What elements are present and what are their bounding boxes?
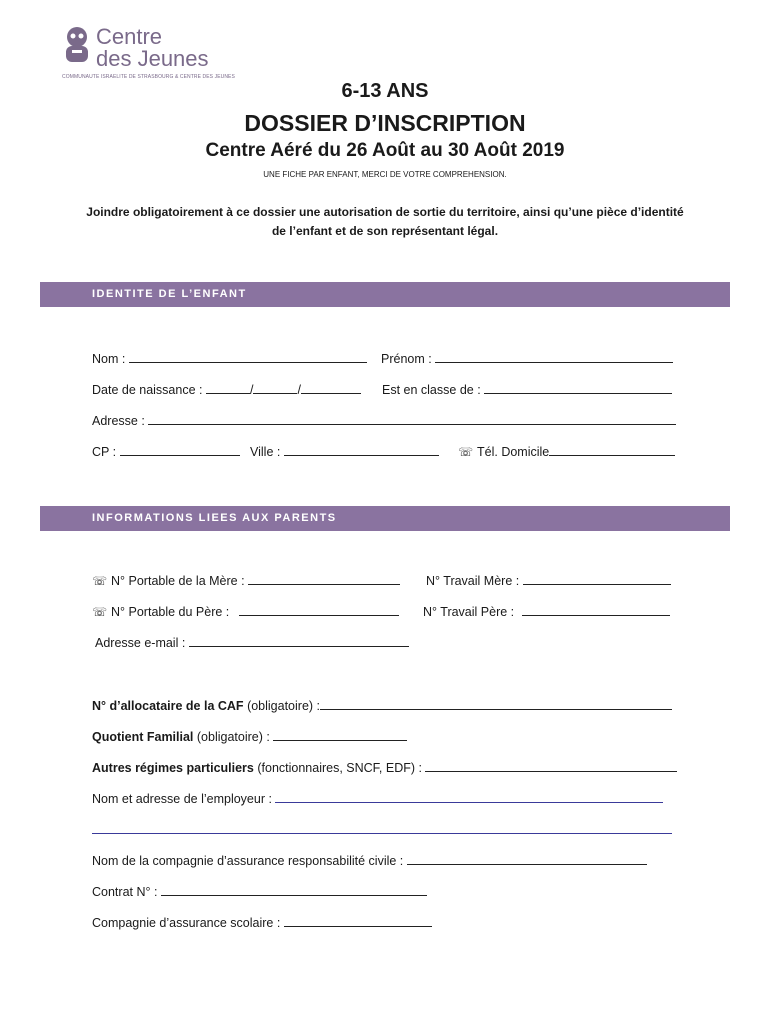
email-field[interactable]	[95, 634, 409, 650]
adresse-label: Adresse :	[92, 414, 145, 428]
join-line-1: Joindre obligatoirement à ce dossier une autorisation de sortie du territoire, ainsi qu’une pièce d’identité	[86, 205, 684, 219]
nom-label: Nom :	[92, 352, 126, 366]
employeur-line[interactable]	[275, 790, 663, 803]
cp-label: CP :	[92, 445, 117, 459]
classe-label: Est en classe de :	[382, 383, 481, 397]
page-title: DOSSIER D’INSCRIPTION	[244, 110, 526, 136]
birthdate-month-line[interactable]	[253, 381, 297, 394]
dates-subtitle: Centre Aéré du 26 Août au 30 Août 2019	[205, 140, 565, 161]
travail-pere-line[interactable]	[522, 603, 670, 616]
nom-field[interactable]	[92, 350, 367, 366]
portable-pere-label: N° Portable du Père :	[111, 605, 230, 619]
phone-icon: ☏	[92, 605, 108, 619]
regimes-label: Autres régimes particuliers	[92, 761, 254, 775]
cp-field[interactable]	[92, 443, 240, 459]
contrat-field[interactable]	[92, 883, 427, 899]
prenom-line[interactable]	[435, 350, 673, 363]
tel-domicile-label: Tél. Domicile	[477, 445, 550, 459]
logo-subtitle: COMMUNAUTE ISRAELITE DE STRASBOURG & CENTRE DES JEUNES	[62, 74, 235, 80]
birthdate-field[interactable]	[92, 381, 361, 397]
quotient-qualifier: (obligatoire) :	[196, 730, 270, 744]
quotient-field[interactable]	[92, 728, 407, 744]
join-instructions	[0, 203, 770, 241]
birthdate-label: Date de naissance :	[92, 383, 203, 397]
prenom-field[interactable]	[381, 350, 673, 366]
email-line[interactable]	[189, 634, 409, 647]
employeur-line-2-rule[interactable]	[92, 821, 672, 834]
quotient-label: Quotient Familial	[92, 730, 194, 744]
quotient-line[interactable]	[273, 728, 407, 741]
employeur-label: Nom et adresse de l’employeur :	[92, 792, 272, 806]
ville-label: Ville :	[250, 445, 281, 459]
contrat-label: Contrat N° :	[92, 885, 158, 899]
ville-line[interactable]	[284, 443, 439, 456]
nom-line[interactable]	[129, 350, 367, 363]
employeur-field[interactable]	[92, 790, 663, 806]
date-slash: /	[297, 383, 301, 397]
portable-pere-field[interactable]	[92, 603, 399, 619]
classe-line[interactable]	[484, 381, 672, 394]
caf-line[interactable]	[320, 697, 672, 710]
birthdate-year-line[interactable]	[301, 381, 361, 394]
assurance-rc-line[interactable]	[407, 852, 647, 865]
cp-line[interactable]	[120, 443, 240, 456]
assurance-rc-label: Nom de la compagnie d’assurance responsabilité civile :	[92, 854, 404, 868]
caf-qualifier: (obligatoire) :	[247, 699, 321, 713]
adresse-field[interactable]	[92, 412, 676, 428]
logo	[62, 26, 252, 84]
portable-mere-line[interactable]	[248, 572, 400, 585]
travail-mere-field[interactable]	[426, 572, 671, 588]
assurance-scolaire-field[interactable]	[92, 914, 432, 930]
birthdate-day-line[interactable]	[206, 381, 250, 394]
travail-mere-line[interactable]	[523, 572, 671, 585]
section-header-parents: INFORMATIONS LIEES AUX PARENTS	[40, 506, 730, 531]
employeur-line-2[interactable]	[92, 821, 672, 837]
assurance-scolaire-line[interactable]	[284, 914, 432, 927]
tel-domicile-line[interactable]	[549, 443, 675, 456]
contrat-line[interactable]	[161, 883, 427, 896]
regimes-field[interactable]	[92, 759, 677, 775]
age-range: 6-13 ANS	[341, 80, 429, 102]
travail-pere-label: N° Travail Père :	[423, 605, 515, 619]
classe-field[interactable]	[382, 381, 672, 397]
travail-mere-label: N° Travail Mère :	[426, 574, 520, 588]
date-slash: /	[249, 383, 254, 397]
tel-domicile-field[interactable]	[458, 443, 675, 459]
note-text: UNE FICHE PAR ENFANT, MERCI DE VOTRE COMPREHENSION.	[263, 170, 507, 179]
email-label: Adresse e-mail :	[95, 636, 186, 650]
phone-icon: ☏	[92, 574, 108, 588]
travail-pere-field[interactable]	[423, 603, 670, 619]
prenom-label: Prénom :	[381, 352, 432, 366]
ville-field[interactable]	[250, 443, 439, 459]
caf-field[interactable]	[92, 697, 672, 713]
phone-icon: ☏	[458, 445, 474, 459]
assurance-rc-field[interactable]	[92, 852, 647, 868]
logo-line2: des Jeunes	[96, 46, 209, 71]
portable-mere-label: N° Portable de la Mère :	[111, 574, 245, 588]
caf-label: N° d’allocataire de la CAF	[92, 699, 244, 713]
join-line-2: de l’enfant et de son représentant légal.	[271, 224, 499, 238]
assurance-scolaire-label: Compagnie d’assurance scolaire :	[92, 916, 281, 930]
regimes-qualifier: (fonctionnaires, SNCF, EDF) :	[257, 761, 422, 775]
logo-mark-icon	[62, 26, 94, 66]
section-header-child: IDENTITE DE L’ENFANT	[40, 282, 730, 307]
regimes-line[interactable]	[425, 759, 677, 772]
portable-mere-field[interactable]	[92, 572, 400, 588]
adresse-line[interactable]	[148, 412, 676, 425]
logo-line1: Centre	[96, 24, 163, 49]
portable-pere-line[interactable]	[239, 603, 399, 616]
